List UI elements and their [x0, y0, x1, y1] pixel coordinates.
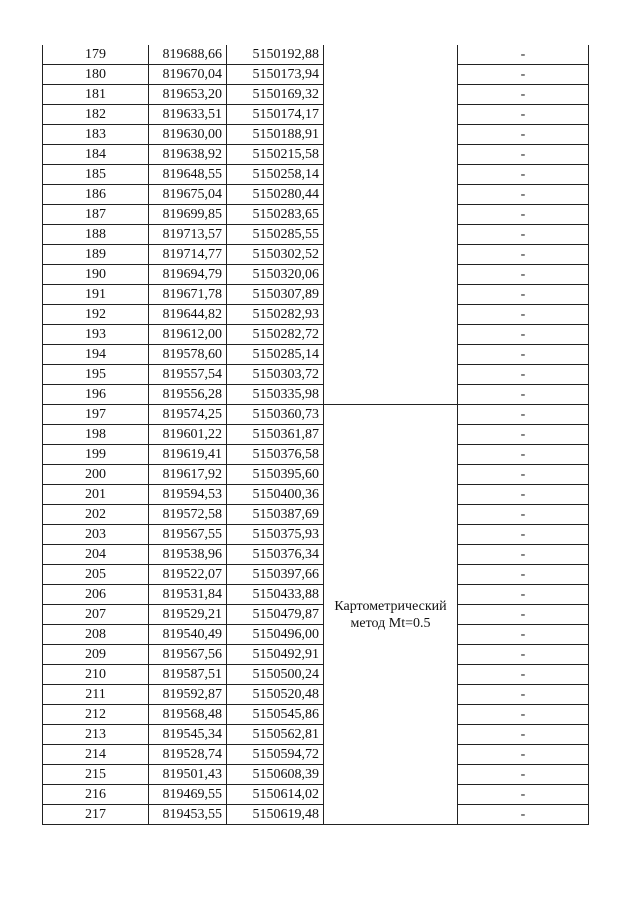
table-row: [43, 785, 589, 805]
table-row: [43, 245, 589, 265]
x-coordinate-cell: 819648,55: [149, 165, 227, 185]
error-cell: -: [458, 525, 589, 545]
table-row: [43, 805, 589, 825]
x-coordinate-cell: 819557,54: [149, 365, 227, 385]
x-coordinate-cell: 819572,58: [149, 505, 227, 525]
method-cell-empty: [324, 365, 458, 385]
y-coordinate-cell: 5150479,87: [227, 605, 324, 625]
point-number-cell: 194: [43, 345, 149, 365]
point-number-cell: 180: [43, 65, 149, 85]
x-coordinate-cell: 819638,92: [149, 145, 227, 165]
table-row: [43, 165, 589, 185]
point-number-cell: 215: [43, 765, 149, 785]
point-number-cell: 199: [43, 445, 149, 465]
point-number-cell: 214: [43, 745, 149, 765]
method-cell-empty: [324, 145, 458, 165]
table-row: [43, 105, 589, 125]
table-row: [43, 205, 589, 225]
point-number-cell: 207: [43, 605, 149, 625]
point-number-cell: 217: [43, 805, 149, 825]
point-number-cell: 190: [43, 265, 149, 285]
table-row: [43, 405, 589, 425]
error-cell: -: [458, 325, 589, 345]
x-coordinate-cell: 819567,55: [149, 525, 227, 545]
coordinates-table-body: [43, 45, 589, 825]
method-cell-empty: [324, 265, 458, 285]
method-cell-empty: [324, 385, 458, 405]
x-coordinate-cell: 819469,55: [149, 785, 227, 805]
table-row: [43, 465, 589, 485]
x-coordinate-cell: 819633,51: [149, 105, 227, 125]
error-cell: -: [458, 305, 589, 325]
error-cell: -: [458, 805, 589, 825]
table-row: [43, 505, 589, 525]
point-number-cell: 192: [43, 305, 149, 325]
point-number-cell: 181: [43, 85, 149, 105]
x-coordinate-cell: 819568,48: [149, 705, 227, 725]
y-coordinate-cell: 5150545,86: [227, 705, 324, 725]
point-number-cell: 204: [43, 545, 149, 565]
x-coordinate-cell: 819688,66: [149, 45, 227, 65]
point-number-cell: 200: [43, 465, 149, 485]
method-cell-empty: [324, 285, 458, 305]
table-row: [43, 365, 589, 385]
x-coordinate-cell: 819694,79: [149, 265, 227, 285]
table-row: [43, 145, 589, 165]
error-cell: -: [458, 345, 589, 365]
x-coordinate-cell: 819644,82: [149, 305, 227, 325]
x-coordinate-cell: 819699,85: [149, 205, 227, 225]
point-number-cell: 197: [43, 405, 149, 425]
error-cell: -: [458, 45, 589, 65]
method-cell-empty: [324, 205, 458, 225]
method-cell-empty: [324, 225, 458, 245]
error-cell: -: [458, 125, 589, 145]
y-coordinate-cell: 5150395,60: [227, 465, 324, 485]
y-coordinate-cell: 5150360,73: [227, 405, 324, 425]
error-cell: -: [458, 405, 589, 425]
method-cell-empty: [324, 125, 458, 145]
point-number-cell: 187: [43, 205, 149, 225]
y-coordinate-cell: 5150303,72: [227, 365, 324, 385]
y-coordinate-cell: 5150258,14: [227, 165, 324, 185]
y-coordinate-cell: 5150562,81: [227, 725, 324, 745]
x-coordinate-cell: 819594,53: [149, 485, 227, 505]
method-cell-empty: [324, 65, 458, 85]
x-coordinate-cell: 819713,57: [149, 225, 227, 245]
table-row: [43, 425, 589, 445]
table-row: [43, 125, 589, 145]
y-coordinate-cell: 5150375,93: [227, 525, 324, 545]
x-coordinate-cell: 819545,34: [149, 725, 227, 745]
error-cell: -: [458, 225, 589, 245]
table-row: [43, 45, 589, 65]
point-number-cell: 216: [43, 785, 149, 805]
y-coordinate-cell: 5150192,88: [227, 45, 324, 65]
error-cell: -: [458, 165, 589, 185]
x-coordinate-cell: 819675,04: [149, 185, 227, 205]
error-cell: -: [458, 85, 589, 105]
x-coordinate-cell: 819501,43: [149, 765, 227, 785]
method-cell-empty: [324, 185, 458, 205]
y-coordinate-cell: 5150285,55: [227, 225, 324, 245]
table-row: [43, 545, 589, 565]
x-coordinate-cell: 819453,55: [149, 805, 227, 825]
y-coordinate-cell: 5150188,91: [227, 125, 324, 145]
x-coordinate-cell: 819670,04: [149, 65, 227, 85]
point-number-cell: 185: [43, 165, 149, 185]
error-cell: -: [458, 185, 589, 205]
method-cell-empty: [324, 325, 458, 345]
point-number-cell: 203: [43, 525, 149, 545]
error-cell: -: [458, 385, 589, 405]
x-coordinate-cell: 819538,96: [149, 545, 227, 565]
error-cell: -: [458, 745, 589, 765]
point-number-cell: 195: [43, 365, 149, 385]
error-cell: -: [458, 145, 589, 165]
y-coordinate-cell: 5150283,65: [227, 205, 324, 225]
table-row: [43, 745, 589, 765]
table-row: [43, 605, 589, 625]
error-cell: -: [458, 365, 589, 385]
error-cell: -: [458, 645, 589, 665]
y-coordinate-cell: 5150174,17: [227, 105, 324, 125]
x-coordinate-cell: 819587,51: [149, 665, 227, 685]
method-cell-empty: [324, 345, 458, 365]
y-coordinate-cell: 5150500,24: [227, 665, 324, 685]
error-cell: -: [458, 765, 589, 785]
error-cell: -: [458, 265, 589, 285]
table-row: [43, 345, 589, 365]
point-number-cell: 206: [43, 585, 149, 605]
point-number-cell: 189: [43, 245, 149, 265]
point-number-cell: 179: [43, 45, 149, 65]
point-number-cell: 182: [43, 105, 149, 125]
x-coordinate-cell: 819529,21: [149, 605, 227, 625]
x-coordinate-cell: 819578,60: [149, 345, 227, 365]
error-cell: -: [458, 65, 589, 85]
table-row: [43, 225, 589, 245]
table-row: [43, 565, 589, 585]
point-number-cell: 212: [43, 705, 149, 725]
error-cell: -: [458, 445, 589, 465]
y-coordinate-cell: 5150376,34: [227, 545, 324, 565]
table-row: [43, 65, 589, 85]
error-cell: -: [458, 105, 589, 125]
y-coordinate-cell: 5150282,72: [227, 325, 324, 345]
point-number-cell: 193: [43, 325, 149, 345]
point-number-cell: 213: [43, 725, 149, 745]
method-cell: Картометрический метод Mt=0.5: [324, 405, 458, 825]
y-coordinate-cell: 5150397,66: [227, 565, 324, 585]
table-row: [43, 185, 589, 205]
x-coordinate-cell: 819556,28: [149, 385, 227, 405]
point-number-cell: 202: [43, 505, 149, 525]
point-number-cell: 208: [43, 625, 149, 645]
y-coordinate-cell: 5150173,94: [227, 65, 324, 85]
coordinates-table: [42, 45, 589, 825]
y-coordinate-cell: 5150614,02: [227, 785, 324, 805]
error-cell: -: [458, 245, 589, 265]
table-row: [43, 685, 589, 705]
x-coordinate-cell: 819531,84: [149, 585, 227, 605]
table-row: [43, 85, 589, 105]
y-coordinate-cell: 5150169,32: [227, 85, 324, 105]
x-coordinate-cell: 819617,92: [149, 465, 227, 485]
table-row: [43, 325, 589, 345]
error-cell: -: [458, 565, 589, 585]
y-coordinate-cell: 5150492,91: [227, 645, 324, 665]
method-cell-empty: [324, 305, 458, 325]
y-coordinate-cell: 5150433,88: [227, 585, 324, 605]
method-cell-empty: [324, 105, 458, 125]
method-cell-empty: [324, 165, 458, 185]
table-row: [43, 285, 589, 305]
table-row: [43, 645, 589, 665]
table-row: [43, 485, 589, 505]
point-number-cell: 188: [43, 225, 149, 245]
error-cell: -: [458, 545, 589, 565]
x-coordinate-cell: 819653,20: [149, 85, 227, 105]
table-row: [43, 525, 589, 545]
error-cell: -: [458, 465, 589, 485]
point-number-cell: 191: [43, 285, 149, 305]
y-coordinate-cell: 5150520,48: [227, 685, 324, 705]
table-row: [43, 665, 589, 685]
error-cell: -: [458, 685, 589, 705]
error-cell: -: [458, 725, 589, 745]
point-number-cell: 198: [43, 425, 149, 445]
y-coordinate-cell: 5150619,48: [227, 805, 324, 825]
point-number-cell: 210: [43, 665, 149, 685]
x-coordinate-cell: 819540,49: [149, 625, 227, 645]
x-coordinate-cell: 819612,00: [149, 325, 227, 345]
y-coordinate-cell: 5150387,69: [227, 505, 324, 525]
y-coordinate-cell: 5150496,00: [227, 625, 324, 645]
table-row: [43, 305, 589, 325]
table-row: [43, 625, 589, 645]
y-coordinate-cell: 5150608,39: [227, 765, 324, 785]
point-number-cell: 186: [43, 185, 149, 205]
y-coordinate-cell: 5150285,14: [227, 345, 324, 365]
x-coordinate-cell: 819592,87: [149, 685, 227, 705]
x-coordinate-cell: 819574,25: [149, 405, 227, 425]
y-coordinate-cell: 5150215,58: [227, 145, 324, 165]
x-coordinate-cell: 819671,78: [149, 285, 227, 305]
error-cell: -: [458, 425, 589, 445]
error-cell: -: [458, 585, 589, 605]
error-cell: -: [458, 785, 589, 805]
table-row: [43, 445, 589, 465]
point-number-cell: 184: [43, 145, 149, 165]
x-coordinate-cell: 819619,41: [149, 445, 227, 465]
y-coordinate-cell: 5150335,98: [227, 385, 324, 405]
y-coordinate-cell: 5150320,06: [227, 265, 324, 285]
error-cell: -: [458, 485, 589, 505]
x-coordinate-cell: 819528,74: [149, 745, 227, 765]
point-number-cell: 209: [43, 645, 149, 665]
error-cell: -: [458, 505, 589, 525]
table-row: [43, 265, 589, 285]
error-cell: -: [458, 705, 589, 725]
y-coordinate-cell: 5150400,36: [227, 485, 324, 505]
point-number-cell: 201: [43, 485, 149, 505]
y-coordinate-cell: 5150361,87: [227, 425, 324, 445]
table-row: [43, 385, 589, 405]
point-number-cell: 183: [43, 125, 149, 145]
method-cell-empty: [324, 45, 458, 65]
y-coordinate-cell: 5150282,93: [227, 305, 324, 325]
method-cell-empty: [324, 85, 458, 105]
x-coordinate-cell: 819714,77: [149, 245, 227, 265]
table-row: [43, 765, 589, 785]
table-row: [43, 585, 589, 605]
y-coordinate-cell: 5150302,52: [227, 245, 324, 265]
table-row: [43, 725, 589, 745]
x-coordinate-cell: 819522,07: [149, 565, 227, 585]
y-coordinate-cell: 5150594,72: [227, 745, 324, 765]
y-coordinate-cell: 5150307,89: [227, 285, 324, 305]
y-coordinate-cell: 5150376,58: [227, 445, 324, 465]
x-coordinate-cell: 819630,00: [149, 125, 227, 145]
x-coordinate-cell: 819601,22: [149, 425, 227, 445]
error-cell: -: [458, 665, 589, 685]
error-cell: -: [458, 625, 589, 645]
method-cell-empty: [324, 245, 458, 265]
error-cell: -: [458, 285, 589, 305]
point-number-cell: 211: [43, 685, 149, 705]
point-number-cell: 196: [43, 385, 149, 405]
y-coordinate-cell: 5150280,44: [227, 185, 324, 205]
x-coordinate-cell: 819567,56: [149, 645, 227, 665]
error-cell: -: [458, 205, 589, 225]
point-number-cell: 205: [43, 565, 149, 585]
error-cell: -: [458, 605, 589, 625]
table-row: [43, 705, 589, 725]
